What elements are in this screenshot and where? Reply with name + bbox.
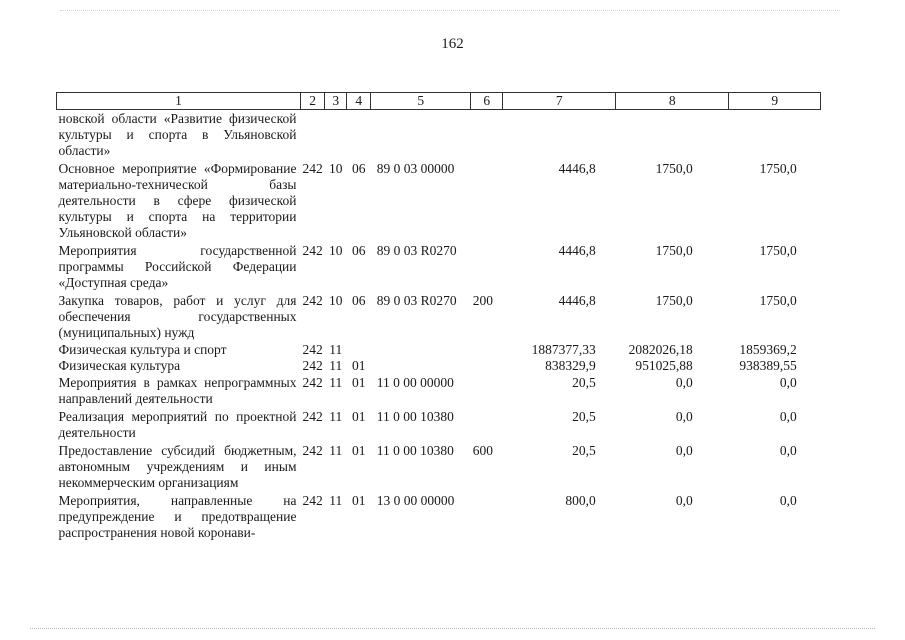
row-ministry-code: 242	[302, 342, 323, 357]
row-amount-2: 0,0	[675, 493, 693, 508]
row-target-article: 89 0 03 00000	[376, 161, 455, 176]
row-amount-3: 0,0	[779, 375, 797, 390]
row-expense-type: 200	[472, 293, 493, 308]
row-ministry-code: 242	[302, 443, 323, 458]
row-subsection: 06	[352, 161, 366, 176]
row-section: 11	[329, 409, 343, 424]
row-ministry-code: 242	[302, 161, 323, 176]
row-description: Физическая культура	[58, 358, 181, 373]
row-amount-3: 1750,0	[759, 293, 797, 308]
row-expense-type: 600	[472, 443, 493, 458]
row-section: 11	[329, 358, 343, 373]
row-subsection	[347, 342, 371, 358]
row-subsection: 01	[352, 443, 366, 458]
row-amount-1: 20,5	[572, 375, 596, 390]
header-cell: 3	[325, 93, 347, 110]
row-ministry-code	[301, 110, 325, 161]
row-expense-type	[471, 358, 503, 374]
row-ministry-code: 242	[302, 375, 323, 390]
row-target-article: 11 0 00 10380	[376, 409, 454, 424]
row-expense-type	[471, 408, 503, 442]
row-amount-3: 0,0	[779, 493, 797, 508]
row-description: Мероприятия в рамках непрограммных направлений деятельности	[58, 375, 297, 406]
row-description: Физическая культура и спорт	[58, 342, 227, 357]
scan-noise-top	[60, 10, 840, 12]
page-number: 162	[441, 36, 464, 52]
header-cell: 8	[616, 93, 729, 110]
header-cell: 4	[347, 93, 371, 110]
table-row	[57, 110, 821, 161]
row-amount-1	[503, 110, 616, 161]
table-row	[57, 358, 821, 374]
row-subsection: 06	[352, 243, 366, 258]
row-description: Предоставление субсидий бюджетным, автономным учреждениям и иным некоммерческим организациям	[58, 443, 297, 490]
row-expense-type	[471, 342, 503, 358]
row-description: Закупка товаров, работ и услуг для обеспечения государственных (муниципальных) нужд	[58, 293, 297, 340]
header-cell: 1	[57, 93, 301, 110]
row-section: 11	[329, 342, 343, 357]
row-target-article: 11 0 00 10380	[376, 443, 454, 458]
table-row	[57, 342, 821, 358]
header-cell: 2	[301, 93, 325, 110]
table-row	[57, 292, 821, 342]
row-amount-3: 938389,55	[739, 358, 797, 373]
row-subsection: 01	[352, 493, 366, 508]
row-subsection: 01	[352, 409, 366, 424]
scan-noise-bottom	[30, 628, 875, 631]
row-amount-3: 0,0	[779, 443, 797, 458]
row-amount-2: 0,0	[675, 443, 693, 458]
row-amount-2: 1750,0	[655, 243, 693, 258]
row-subsection: 01	[352, 375, 366, 390]
header-cell: 6	[471, 93, 503, 110]
row-subsection	[347, 110, 371, 161]
row-amount-1: 4446,8	[558, 243, 596, 258]
row-description: Мероприятия, направленные на предупреждение и предотвращение распространения новой коронави-	[58, 493, 297, 540]
row-ministry-code: 242	[302, 243, 323, 258]
row-target-article	[371, 358, 471, 374]
table-row	[57, 242, 821, 292]
row-target-article	[371, 342, 471, 358]
row-section: 11	[329, 443, 343, 458]
table-row	[57, 492, 821, 542]
header-cell: 9	[729, 93, 821, 110]
row-amount-1: 800,0	[565, 493, 596, 508]
row-ministry-code: 242	[302, 409, 323, 424]
row-amount-3	[729, 110, 821, 161]
row-expense-type	[471, 242, 503, 292]
row-amount-1: 1887377,33	[531, 342, 596, 357]
row-description: Реализация мероприятий по проектной деятельности	[58, 409, 297, 440]
row-description: новской области «Развитие физической культуры и спорта в Ульяновской области»	[58, 111, 297, 158]
row-amount-3: 0,0	[779, 409, 797, 424]
row-target-article: 11 0 00 00000	[376, 375, 454, 390]
row-ministry-code: 242	[302, 493, 323, 508]
table-header-row	[57, 93, 821, 110]
row-ministry-code: 242	[302, 358, 323, 373]
row-amount-1: 4446,8	[558, 293, 596, 308]
row-description: Мероприятия государственной программы Российской Федерации «Доступная среда»	[58, 243, 297, 290]
row-expense-type	[471, 160, 503, 242]
row-amount-1: 838329,9	[545, 358, 596, 373]
row-expense-type	[471, 374, 503, 408]
row-amount-3: 1750,0	[759, 243, 797, 258]
row-target-article: 13 0 00 00000	[376, 493, 455, 508]
row-expense-type	[471, 110, 503, 161]
budget-table	[56, 92, 821, 542]
row-amount-1: 20,5	[572, 409, 596, 424]
row-section: 10	[329, 293, 343, 308]
header-cell: 7	[503, 93, 616, 110]
table-row	[57, 160, 821, 242]
row-amount-1: 20,5	[572, 443, 596, 458]
header-cell: 5	[371, 93, 471, 110]
row-amount-1: 4446,8	[558, 161, 596, 176]
row-amount-2	[616, 110, 729, 161]
row-target-article: 89 0 03 R0270	[376, 293, 457, 308]
row-ministry-code: 242	[302, 293, 323, 308]
table-row	[57, 374, 821, 408]
row-section: 10	[329, 243, 343, 258]
row-amount-2: 951025,88	[635, 358, 693, 373]
row-amount-2: 0,0	[675, 375, 693, 390]
row-section	[325, 110, 347, 161]
row-section: 11	[329, 375, 343, 390]
row-amount-2: 2082026,18	[628, 342, 693, 357]
row-amount-3: 1750,0	[759, 161, 797, 176]
table-row	[57, 442, 821, 492]
row-description: Основное мероприятие «Формирование материально-технической базы деятельности в сфере физической культуры и спорта на территории Ульяновской области»	[58, 161, 297, 240]
table-row	[57, 408, 821, 442]
row-amount-2: 0,0	[675, 409, 693, 424]
row-expense-type	[471, 492, 503, 542]
row-amount-2: 1750,0	[655, 293, 693, 308]
row-target-article	[371, 110, 471, 161]
row-subsection: 06	[352, 293, 366, 308]
row-amount-2: 1750,0	[655, 161, 693, 176]
row-target-article: 89 0 03 R0270	[376, 243, 457, 258]
row-amount-3: 1859369,2	[739, 342, 797, 357]
row-section: 11	[329, 493, 343, 508]
row-subsection: 01	[352, 358, 366, 373]
row-section: 10	[329, 161, 343, 176]
